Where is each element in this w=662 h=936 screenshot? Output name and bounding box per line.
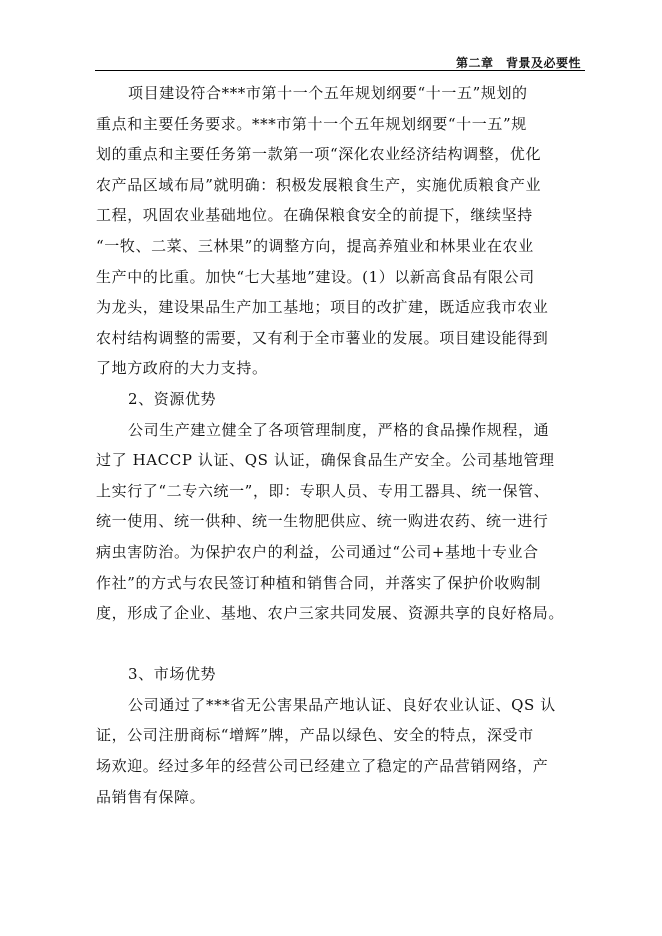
- text-line: 为龙头，建设果品生产加工基地；项目的改扩建，既适应我市农业: [96, 298, 549, 317]
- text-line: 项目建设符合***市第十一个五年规划纲要“十一五”规划的: [128, 84, 528, 102]
- text-line: 农产品区域布局”就明确：积极发展粮食生产，实施优质粮食产业: [96, 175, 542, 194]
- text-line: 品销售有保障。: [96, 787, 206, 806]
- paragraph-market: [96, 690, 596, 812]
- section-heading-resources: 2、资源优势: [128, 389, 217, 408]
- text-line: 证，公司注册商标“增辉”牌，产品以绿色、安全的特点，深受市: [96, 726, 534, 745]
- text-line: 了地方政府的大力支持。: [96, 359, 268, 378]
- text-line: 过了 HACCP 认证、QS 认证，确保食品生产安全。公司基地管理: [96, 451, 555, 470]
- text-line: 场欢迎。经过多年的经营公司已经建立了稳定的产品营销网络，产: [96, 757, 549, 776]
- paragraph-policy: [96, 78, 596, 384]
- text-line: 农村结构调整的需要，又有利于全市薯业的发展。项目建设能得到: [96, 328, 549, 347]
- text-line: “一牧、二菜、三林果”的调整方向，提高养殖业和林果业在农业: [96, 236, 534, 255]
- text-line: 度，形成了企业、基地、农户三家共同发展、资源共享的良好格局。: [96, 604, 565, 623]
- chapter-title: 第二章 背景及必要性: [455, 56, 581, 70]
- text-line: 生产中的比重。加快“七大基地”建设。(1）以新高食品有限公司: [96, 267, 535, 286]
- text-line: 上实行了“二专六统一”，即：专职人员、专用工器具、统一保管、: [96, 481, 550, 500]
- text-line: 统一使用、统一供种、统一生物肥供应、统一购进农药、统一进行: [96, 512, 549, 531]
- text-line: 作社”的方式与农民签订种植和销售合同，并落实了保护价收购制: [96, 573, 542, 592]
- blank-line: [96, 629, 596, 660]
- text-line: 工程，巩固农业基础地位。在确保粮食安全的前提下，继续坚持: [96, 206, 533, 225]
- section-heading-market: 3、市场优势: [128, 665, 217, 684]
- text-line: 划的重点和主要任务第一款第一项“深化农业经济结构调整，优化: [96, 145, 542, 164]
- page-header: [95, 52, 585, 71]
- document-body: [96, 78, 596, 812]
- text-line: 公司通过了***省无公害果品产地认证、良好农业认证、QS 认: [128, 695, 556, 714]
- text-line: 重点和主要任务要求。***市第十一个五年规划纲要“十一五”规: [96, 114, 527, 133]
- text-line: 公司生产建立健全了各项管理制度，严格的食品操作规程，通: [128, 420, 550, 439]
- paragraph-resources: [96, 415, 596, 629]
- text-line: 病虫害防治。为保护农户的利益，公司通过“公司+基地十专业合: [96, 542, 539, 561]
